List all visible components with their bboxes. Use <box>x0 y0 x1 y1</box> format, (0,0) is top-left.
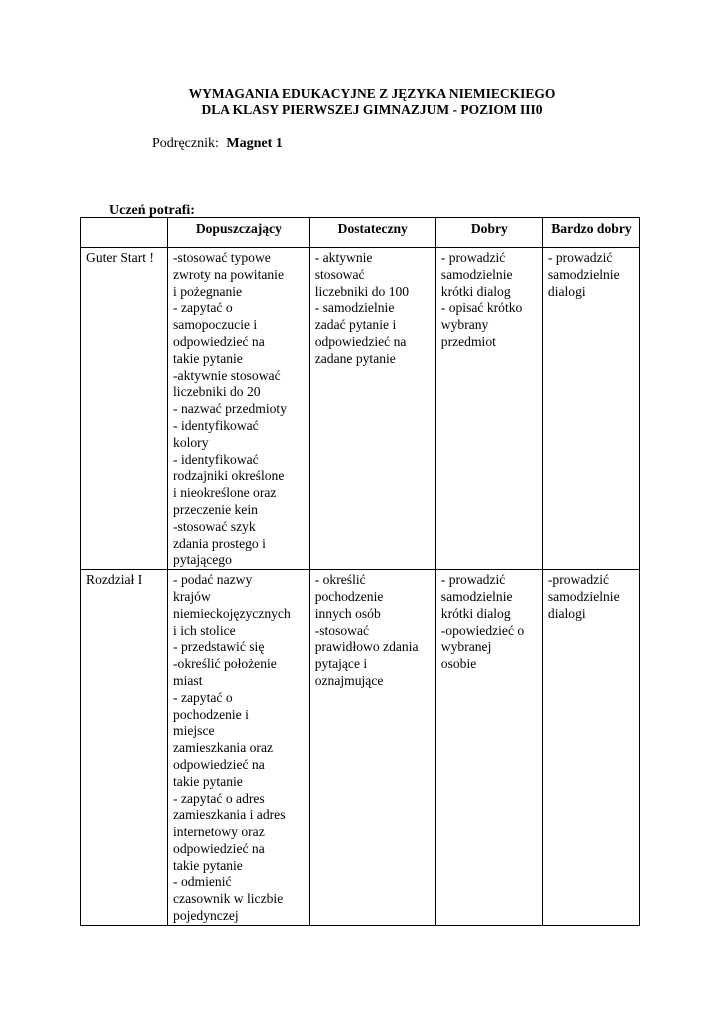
requirement-line: wybranej <box>440 639 492 655</box>
requirement-line: - samodzielnie <box>314 300 395 316</box>
cell-dobry <box>435 570 542 926</box>
requirement-line: liczebniki do 20 <box>173 384 261 400</box>
requirement-line: niemieckojęzycznych <box>173 605 291 621</box>
cell-bardzo-dobry <box>542 570 639 926</box>
requirement-line: prawidłowo zdania <box>314 639 419 655</box>
requirement-line: innych osób <box>314 605 381 621</box>
table-row <box>81 570 640 926</box>
requirement-line: takie pytanie <box>173 857 243 873</box>
requirement-line: - identyfikować <box>173 451 259 467</box>
cell-dostateczny <box>309 248 435 570</box>
table-row <box>81 248 640 570</box>
requirement-line: - przedstawić się <box>173 639 265 655</box>
requirement-line: zadane pytanie <box>314 350 396 366</box>
pupil-can-heading: Uczeń potrafi: <box>109 203 195 218</box>
requirement-line: zamieszkania i adres <box>173 807 286 823</box>
requirement-line: - określić <box>314 572 366 588</box>
cell-dopuszczajacy <box>168 570 310 926</box>
cell-dostateczny <box>309 570 435 926</box>
header-section <box>81 218 168 248</box>
requirement-line: pytającego <box>173 552 232 568</box>
requirement-line: takie pytanie <box>173 773 243 789</box>
requirement-line: zwroty na powitanie <box>173 266 284 282</box>
requirement-line: zadać pytanie i <box>314 317 397 333</box>
requirements-table <box>80 217 640 926</box>
header-dostateczny: Dostateczny <box>309 218 435 248</box>
requirement-line: pochodzenie i <box>173 706 249 722</box>
header-bardzo-dobry: Bardzo dobry <box>542 218 639 248</box>
requirement-line: dialogi <box>547 605 586 621</box>
cell-dopuszczajacy <box>168 248 310 570</box>
document-title-line-1: WYMAGANIA EDUKACYJNE Z JĘZYKA NIEMIECKIEGO <box>188 86 556 101</box>
requirement-line: -stosować typowe <box>173 250 271 265</box>
section-cell: Guter Start ! <box>81 248 168 570</box>
requirement-line: -stosować <box>314 622 370 638</box>
requirement-line: krajów <box>173 588 211 604</box>
requirement-line: samopoczucie i <box>173 317 258 333</box>
requirement-line: takie pytanie <box>173 350 243 366</box>
header-dobry: Dobry <box>435 218 542 248</box>
requirement-line: - nazwać przedmioty <box>173 401 287 417</box>
requirement-line: pytające i <box>314 656 368 672</box>
header-dopuszczajacy: Dopuszczający <box>168 218 310 248</box>
requirement-line: krótki dialog <box>440 605 511 621</box>
requirement-line: -aktywnie stosować <box>173 367 281 383</box>
requirement-line: - zapytać o <box>173 300 233 316</box>
cell-dobry <box>435 248 542 570</box>
requirement-line: - prowadzić <box>440 250 506 265</box>
requirement-line: - identyfikować <box>173 417 259 433</box>
section-cell: Rozdział I <box>81 570 168 926</box>
requirement-line: i ich stolice <box>173 622 236 638</box>
requirement-line: samodzielnie <box>547 266 620 282</box>
requirement-line: dialogi <box>547 283 586 299</box>
requirement-line: oznajmujące <box>314 672 384 688</box>
requirement-line: -określić położenie <box>173 656 277 672</box>
requirement-line: przeczenie kein <box>173 501 258 517</box>
requirement-line: - opisać krótko <box>440 300 523 316</box>
requirement-line: miejsce <box>173 723 215 739</box>
requirement-line: odpowiedzieć na <box>173 840 265 856</box>
requirement-line: odpowiedzieć na <box>314 333 407 349</box>
cell-bardzo-dobry <box>542 248 639 570</box>
requirement-line: odpowiedzieć na <box>173 333 265 349</box>
textbook-label: Podręcznik: <box>152 136 219 151</box>
requirement-line: - zapytać o adres <box>173 790 265 806</box>
header-row <box>81 218 640 248</box>
requirement-line: krótki dialog <box>440 283 511 299</box>
requirement-line: kolory <box>173 434 209 450</box>
requirement-line: - odmienić <box>173 874 232 890</box>
requirement-line: stosować <box>314 266 365 282</box>
requirement-line: - prowadzić <box>547 250 613 265</box>
requirement-line: odpowiedzieć na <box>173 756 265 772</box>
textbook-line <box>152 136 283 152</box>
requirement-line: -opowiedzieć o <box>440 622 525 638</box>
requirement-line: samodzielnie <box>440 266 513 282</box>
requirement-line: i nieokreślone oraz <box>173 485 277 501</box>
requirement-line: pojedynczej <box>173 908 239 924</box>
document-title-line-2: DLA KLASY PIERWSZEJ GIMNAZJUM - POZIOM III0 <box>201 102 543 117</box>
requirement-line: internetowy oraz <box>173 824 265 840</box>
requirement-line: -stosować szyk <box>173 518 256 534</box>
requirement-line: osobie <box>440 656 477 672</box>
requirement-line: samodzielnie <box>440 588 513 604</box>
requirement-line: - zapytać o <box>173 689 233 705</box>
textbook-name: Magnet 1 <box>226 136 283 151</box>
requirement-line: - prowadzić <box>440 572 506 588</box>
requirement-line: samodzielnie <box>547 588 620 604</box>
requirement-line: wybrany <box>440 317 489 333</box>
requirement-line: i pożegnanie <box>173 283 243 299</box>
requirement-line: -prowadzić <box>547 572 610 588</box>
requirement-line: - aktywnie <box>314 250 373 265</box>
requirement-line: liczebniki do 100 <box>314 283 410 299</box>
requirement-line: zamieszkania oraz <box>173 740 274 756</box>
requirement-line: zdania prostego i <box>173 535 266 551</box>
requirement-line: przedmiot <box>440 333 496 349</box>
requirement-line: - podać nazwy <box>173 572 253 588</box>
requirement-line: miast <box>173 672 203 688</box>
requirement-line: rodzajniki określone <box>173 468 285 484</box>
requirement-line: pochodzenie <box>314 588 384 604</box>
requirement-line: czasownik w liczbie <box>173 891 284 907</box>
